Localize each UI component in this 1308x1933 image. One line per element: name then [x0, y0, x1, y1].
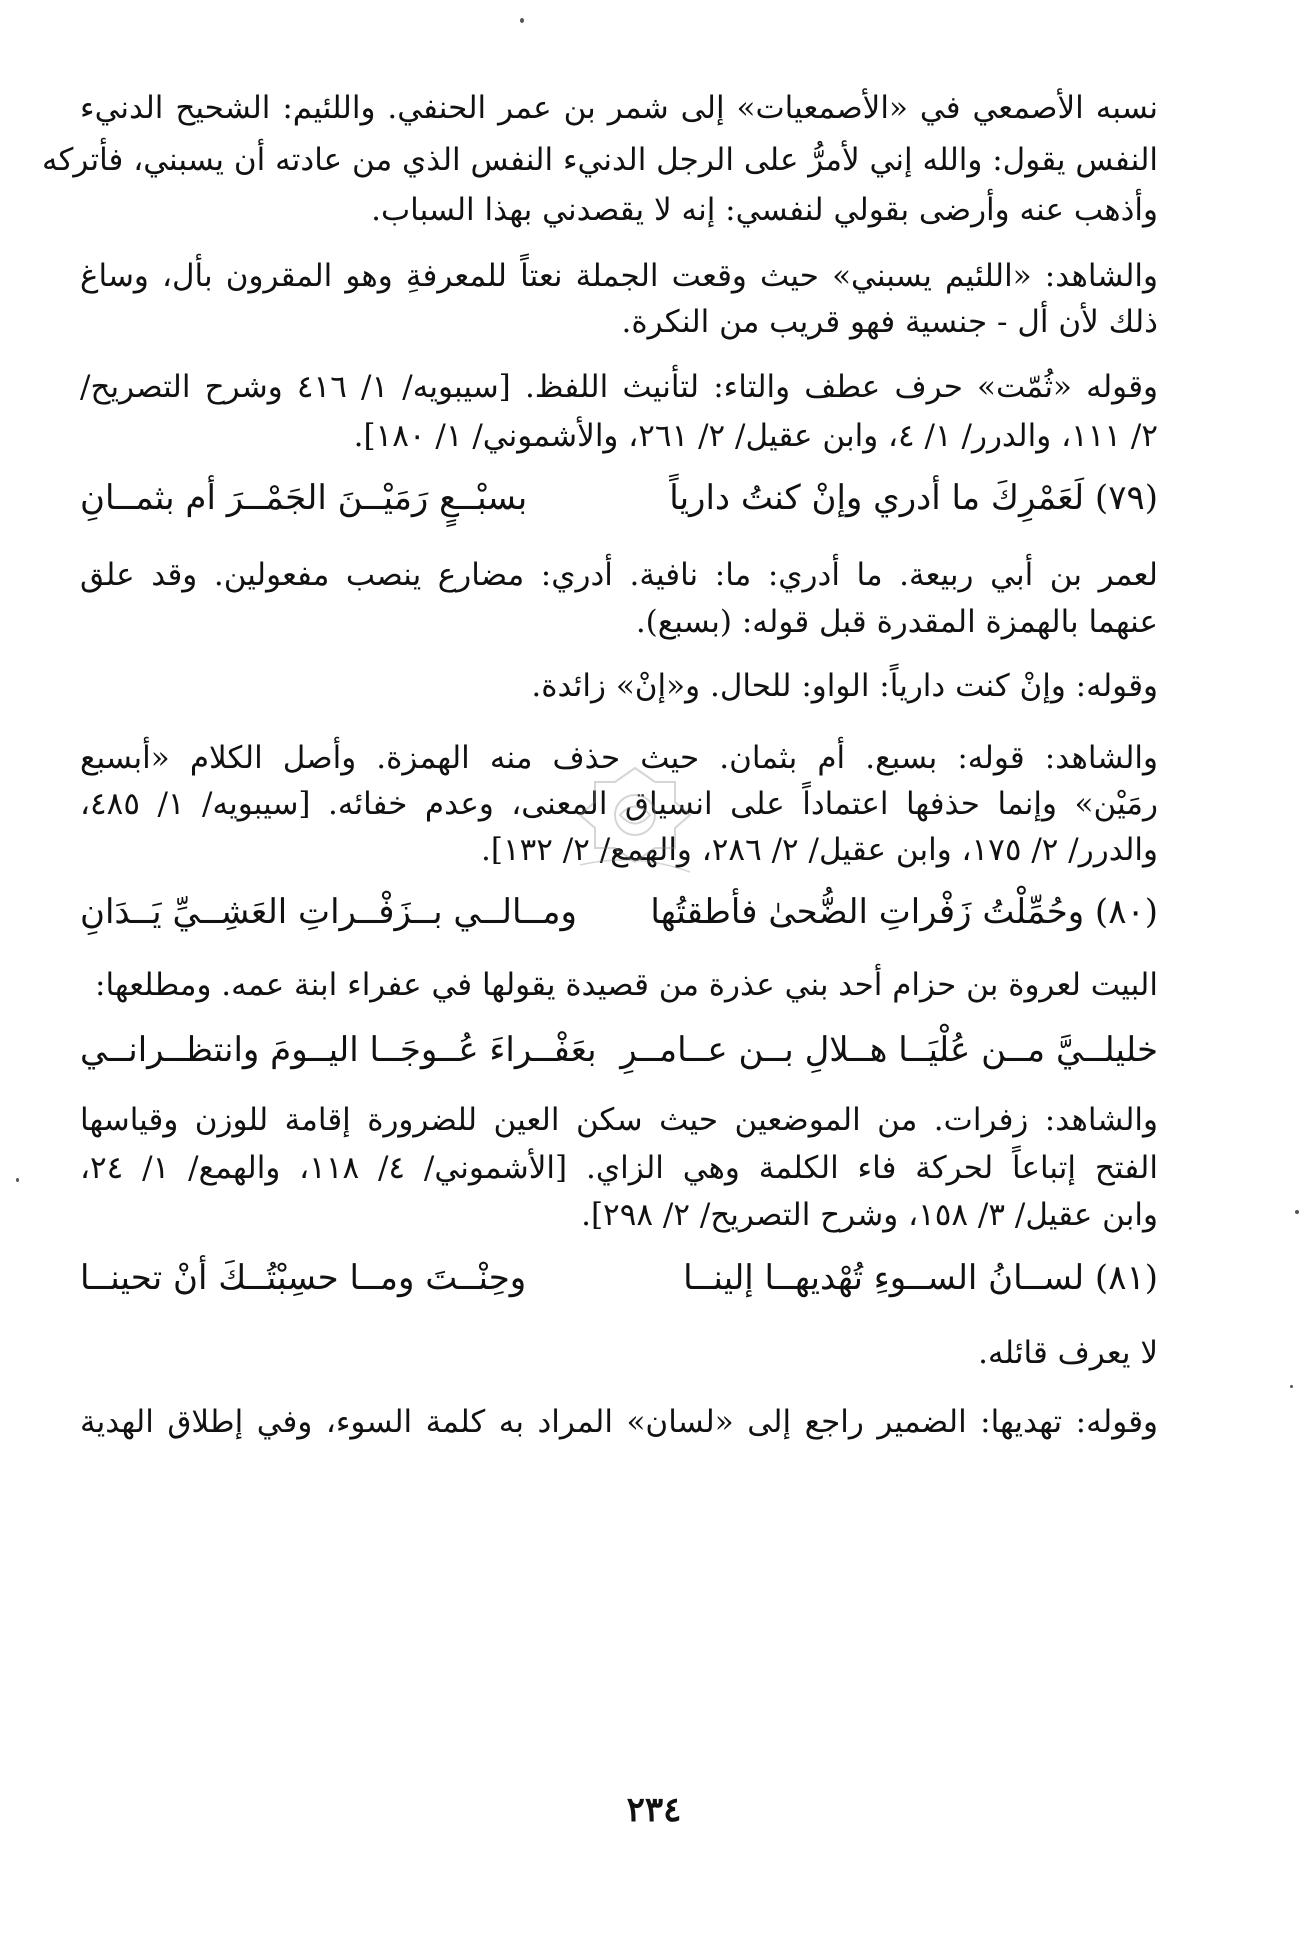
text-line: وقوله: وإنْ كنت دارياً: الواو: للحال. و«إنْ» زائدة.	[531, 668, 1158, 704]
text-line: ذلك لأن أل - جنسية فهو قريب من النكرة.	[621, 304, 1158, 340]
scan-speck	[1290, 1385, 1293, 1388]
scan-speck	[1295, 1210, 1299, 1214]
text-line: ٢/ ١١١، والدرر/ ١/ ٤، وابن عقيل/ ٢/ ٢٦١، والأشموني/ ١/ ١٨٠].	[353, 418, 1158, 454]
text-line: الفتح إتباعاً لحركة فاء الكلمة وهي الزاي. [الأشموني/ ٤/ ١١٨، والهمع/ ١/ ٢٤،	[80, 1150, 1158, 1186]
text-line: والشاهد: «اللئيم يسبني» حيث وقعت الجملة نعتاً للمعرفةِ وهو المقرون بأل، وساغ	[80, 258, 1158, 294]
text-line: وأذهب عنه وأرضى بقولي لنفسي: إنه لا يقصدني بهذا السباب.	[371, 192, 1158, 228]
verse-opening	[80, 1030, 1158, 1080]
scan-speck	[520, 18, 524, 23]
text-line: عنهما بالهمزة المقدرة قبل قوله: (بسبع).	[635, 604, 1158, 640]
verse-hemistich-first: (٧٩) لَعَمْرِكَ ما أدري وإنْ كنتُ دارياً	[669, 478, 1158, 518]
verse-hemistich-first: (٨٠) وحُمِّلْتُ زَفْراتِ الضُّحىٰ فأطقتُها	[650, 892, 1158, 932]
scan-speck	[16, 1178, 19, 1182]
text-line: رمَيْن» وإنما حذفها اعتماداً على انسياق المعنى، وعدم خفائه. [سيبويه/ ١/ ٤٨٥،	[80, 786, 1158, 822]
verse-hemistich-second: وحِنْــتَ ومــا حسِبْتُــكَ أنْ تحينــا	[80, 1258, 527, 1298]
library-stamp-icon	[560, 760, 710, 880]
text-line: لا يعرف قائله.	[978, 1335, 1158, 1371]
page-number: ٢٣٤	[626, 1790, 682, 1830]
text-line: والشاهد: قوله: بسبع. أم بثمان. حيث حذف منه الهمزة. وأصل الكلام «أبسبع	[80, 740, 1158, 776]
verse-81	[80, 1258, 1158, 1308]
text-line: لعمر بن أبي ربيعة. ما أدري: ما: نافية. أدري: مضارع ينصب مفعولين. وقد علق	[80, 557, 1158, 593]
verse-hemistich-first: (٨١) لســانُ الســوءِ تُهْديهــا إلينــا	[683, 1258, 1158, 1298]
text-line: البيت لعروة بن حزام أحد بني عذرة من قصيدة يقولها في عفراء ابنة عمه. ومطلعها:	[95, 967, 1158, 1003]
text-line: وقوله: تهديها: الضمير راجع إلى «لسان» المراد به كلمة السوء، وفي إطلاق الهدية	[80, 1404, 1158, 1440]
verse-hemistich-first: خليلــيَّ مــن عُلْيَــا هــلالِ بــن عــامــرِ	[620, 1030, 1158, 1070]
verse-79	[80, 478, 1158, 528]
verse-hemistich-second: بعَفْــراءَ عُــوجَــا اليــومَ وانتظــرانــي	[80, 1030, 597, 1070]
text-line: نسبه الأصمعي في «الأصمعيات» إلى شمر بن عمر الحنفي. واللئيم: الشحيح الدنيء	[80, 90, 1158, 126]
text-line: وابن عقيل/ ٣/ ١٥٨، وشرح التصريح/ ٢/ ٢٩٨].	[581, 1197, 1158, 1233]
text-line: وقوله «ثُمّت» حرف عطف والتاء: لتأنيث اللفظ. [سيبويه/ ١/ ٤١٦ وشرح التصريح/	[80, 369, 1158, 405]
text-line: النفس يقول: والله إني لأمرُّ على الرجل الدنيء النفس الذي من عادته أن يسبني، فأتركه	[41, 142, 1158, 178]
verse-80	[80, 892, 1158, 942]
verse-hemistich-second: ومــالــي بــزَفْــراتِ العَشِــيِّ يَــدَانِ	[80, 892, 577, 932]
verse-hemistich-second: بسبْــعٍ رَمَيْــنَ الجَمْــرَ أم بثمــانِ	[80, 478, 528, 518]
text-line: والشاهد: زفرات. من الموضعين حيث سكن العين للضرورة إقامة للوزن وقياسها	[80, 1102, 1158, 1138]
text-line: والدرر/ ٢/ ١٧٥، وابن عقيل/ ٢/ ٢٨٦، والهمع/ ٢/ ١٣٢].	[480, 832, 1158, 868]
